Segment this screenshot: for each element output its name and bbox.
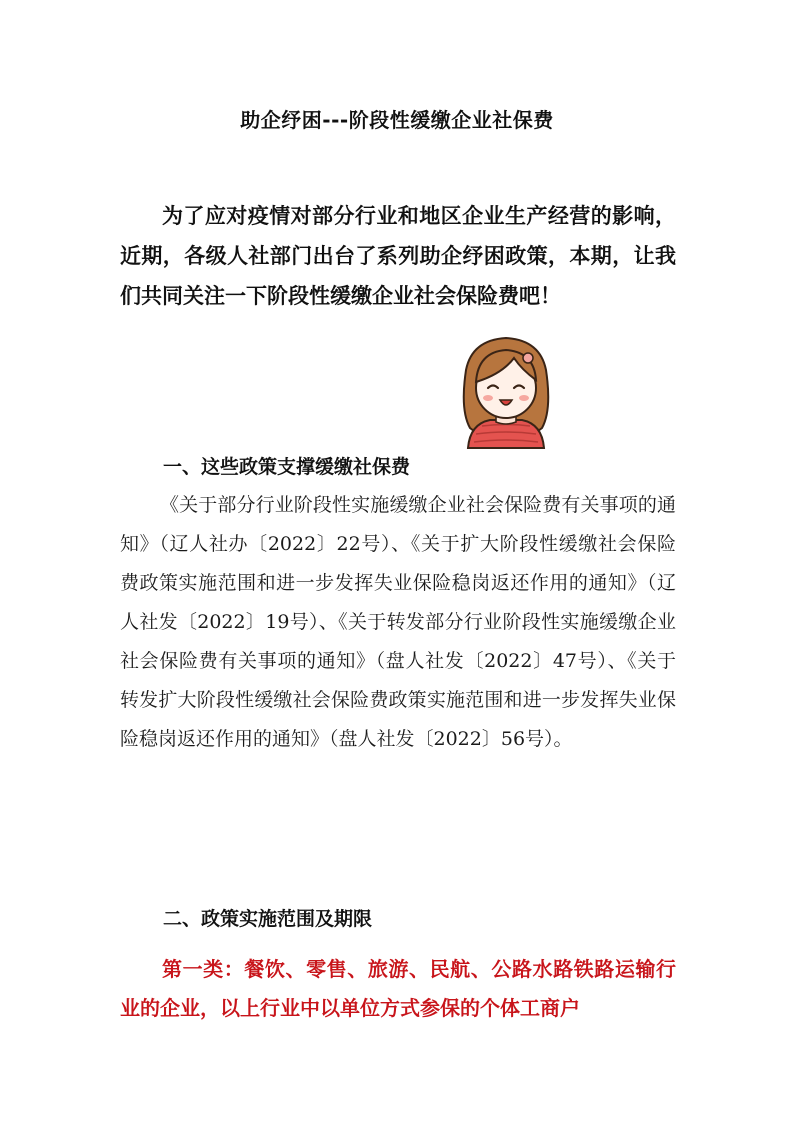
document-title: 助企纾困---阶段性缓缴企业社保费 <box>240 108 554 132</box>
section-heading-1: 一、这些政策支撑缓缴社保费 <box>163 456 411 478</box>
avatar-hair-clip <box>523 353 533 363</box>
section-2-highlight: 第一类：餐饮、零售、旅游、民航、公路水路铁路运输行业的企业，以上行业中以单位方式参保的个体工商户 <box>120 957 676 1020</box>
intro-paragraph: 为了应对疫情对部分行业和地区企业生产经营的影响，近期，各级人社部门出台了系列助企纾困政策，本期，让我们共同关注一下阶段性缓缴企业社会保险费吧！ <box>120 204 676 308</box>
section-1-body: 《关于部分行业阶段性实施缓缴企业社会保险费有关事项的通知》（辽人社办〔2022〕22号）、《关于扩大阶段性缓缴社会保险费政策实施范围和进一步发挥失业保险稳岗返还作用的通知》（辽人社发〔2022〕19号）、《关于转发部分行业阶段性实施缓缴企业社会保险费有关事项的通知》（盘人社发〔2022〕47号）、《关于转发扩大阶段性缓缴社会保险费政策实施范围和进一步发挥失业保险稳岗返还作用的通知》（盘人社发〔2022〕56号）。 <box>120 494 676 750</box>
girl-avatar-illustration <box>452 330 560 450</box>
section-heading-2: 二、政策实施范围及期限 <box>163 908 373 930</box>
